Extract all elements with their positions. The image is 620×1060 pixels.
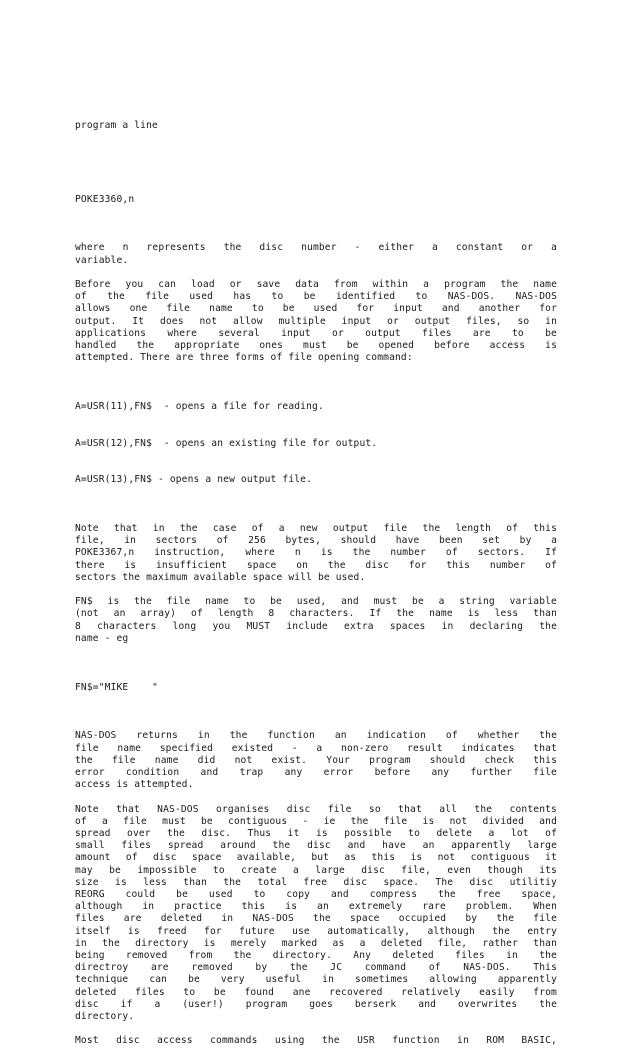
text-line: of a file must be contiguous - ie the file is not divided and <box>75 815 557 827</box>
text-line: (not an array) of length 8 characters. If the name is less than <box>75 608 557 620</box>
text-line: there is insufficient space on the disc for this number of <box>75 559 557 571</box>
text-line: REORG could be used to copy and compress the free space, <box>75 889 557 901</box>
code-line: POKE3360,n <box>75 193 135 205</box>
text-line: allows one file name to be used for input and another for <box>75 303 557 315</box>
text-line: error condition and trap any error before any further file <box>75 767 557 779</box>
text-line: spread over the disc. Thus it is possible to delete a lot of <box>75 828 557 840</box>
text-line: FN$ is the file name to be used, and must be a string variable <box>75 596 557 608</box>
text-line: small files spread around the disc and have an apparently large <box>75 840 557 852</box>
text-line: variable. <box>75 254 129 266</box>
text-line: the file name did not exist. Your program should check this <box>75 754 557 766</box>
text-line: attempted. There are three forms of file opening command: <box>75 352 413 364</box>
text-line: Note that NAS-DOS organises disc file so that all the contents <box>75 803 557 815</box>
paragraph-output-length <box>75 523 557 584</box>
text-line: 8 characters long you MUST include extra spaces in declaring the <box>75 620 557 632</box>
text-line: NAS-DOS returns in the function an indication of whether the <box>75 730 557 742</box>
text-line: being removed from the directory. Any deleted files in the <box>75 950 557 962</box>
paragraph-contiguous-files <box>75 804 557 1024</box>
paragraph-usr-commands <box>75 1035 557 1047</box>
text-line: Note that in the case of a new output file the length of this <box>75 523 557 535</box>
text-line: output. It does not allow multiple input or output files, so in <box>75 315 557 327</box>
text-line: file name specified existed - a non-zero result indicates that <box>75 742 557 754</box>
paragraph-file-opening <box>75 279 557 364</box>
text-line: name - eg <box>75 632 129 644</box>
text-line: directroy are removed by the JC command of NAS-DOS. This <box>75 962 557 974</box>
text-line: deleted files to be found ane recovered relatively easily from <box>75 986 557 998</box>
code-usr-commands <box>75 377 557 511</box>
text-line: of the file used has to be identified to NAS-DOS. NAS-DOS <box>75 291 557 303</box>
text-line: Before you can load or save data from within a program the name <box>75 279 557 290</box>
text-line: may be impossible to create a large disc file, even though its <box>75 864 557 876</box>
code-line: A=USR(12),FN$ - opens an existing file for output. <box>75 437 378 449</box>
text-line: file, in sectors of 256 bytes, should have been set by a <box>75 535 557 547</box>
text-line: itself is freed for future use automatically, although the entry <box>75 925 557 937</box>
text-line: in the directory is merely marked as a deleted file, rather than <box>75 937 557 949</box>
code-line: A=USR(11),FN$ - opens a file for reading. <box>75 401 324 413</box>
code-line: A=USR(13),FN$ - opens a new output file. <box>75 474 313 486</box>
text-line: amount of disc space available, but as this is not contiguous it <box>75 852 557 864</box>
text-line: sectors the maximum available space will be used. <box>75 571 366 583</box>
code-line: FN$="MIKE " <box>75 681 158 693</box>
paragraph-filename <box>75 596 557 645</box>
paragraph-disc-number <box>75 242 557 266</box>
text-line: technique can be very useful in sometimes allowing apparently <box>75 974 557 986</box>
text-line: files are deleted in NAS-DOS the space occupied by the file <box>75 913 557 925</box>
code-filename-example <box>75 657 557 718</box>
text-line: although in practice this is an extremely rare problem. When <box>75 901 557 913</box>
text-line: program a line <box>75 120 158 132</box>
text-line: directory. <box>75 1011 135 1023</box>
text-line: Most disc access commands using the USR function in ROM BASIC, <box>75 1035 557 1047</box>
text-line: where n represents the disc number - either a constant or a <box>75 242 557 254</box>
intro-fragment <box>75 96 557 157</box>
text-line: applications where several input or output files are to be <box>75 327 557 339</box>
text-line: access is attempted. <box>75 779 194 791</box>
document-page <box>75 96 557 1060</box>
text-line: handled the appropriate ones must be opened before access is <box>75 340 557 352</box>
code-poke3360 <box>75 169 557 230</box>
text-line: disc if a (user!) program goes berserk and overwrites the <box>75 998 557 1010</box>
text-line: POKE3367,n instruction, where n is the number of sectors. If <box>75 547 557 559</box>
text-line: size is less than the total free disc space. The disc utilitiy <box>75 876 557 888</box>
paragraph-return-value <box>75 730 557 791</box>
